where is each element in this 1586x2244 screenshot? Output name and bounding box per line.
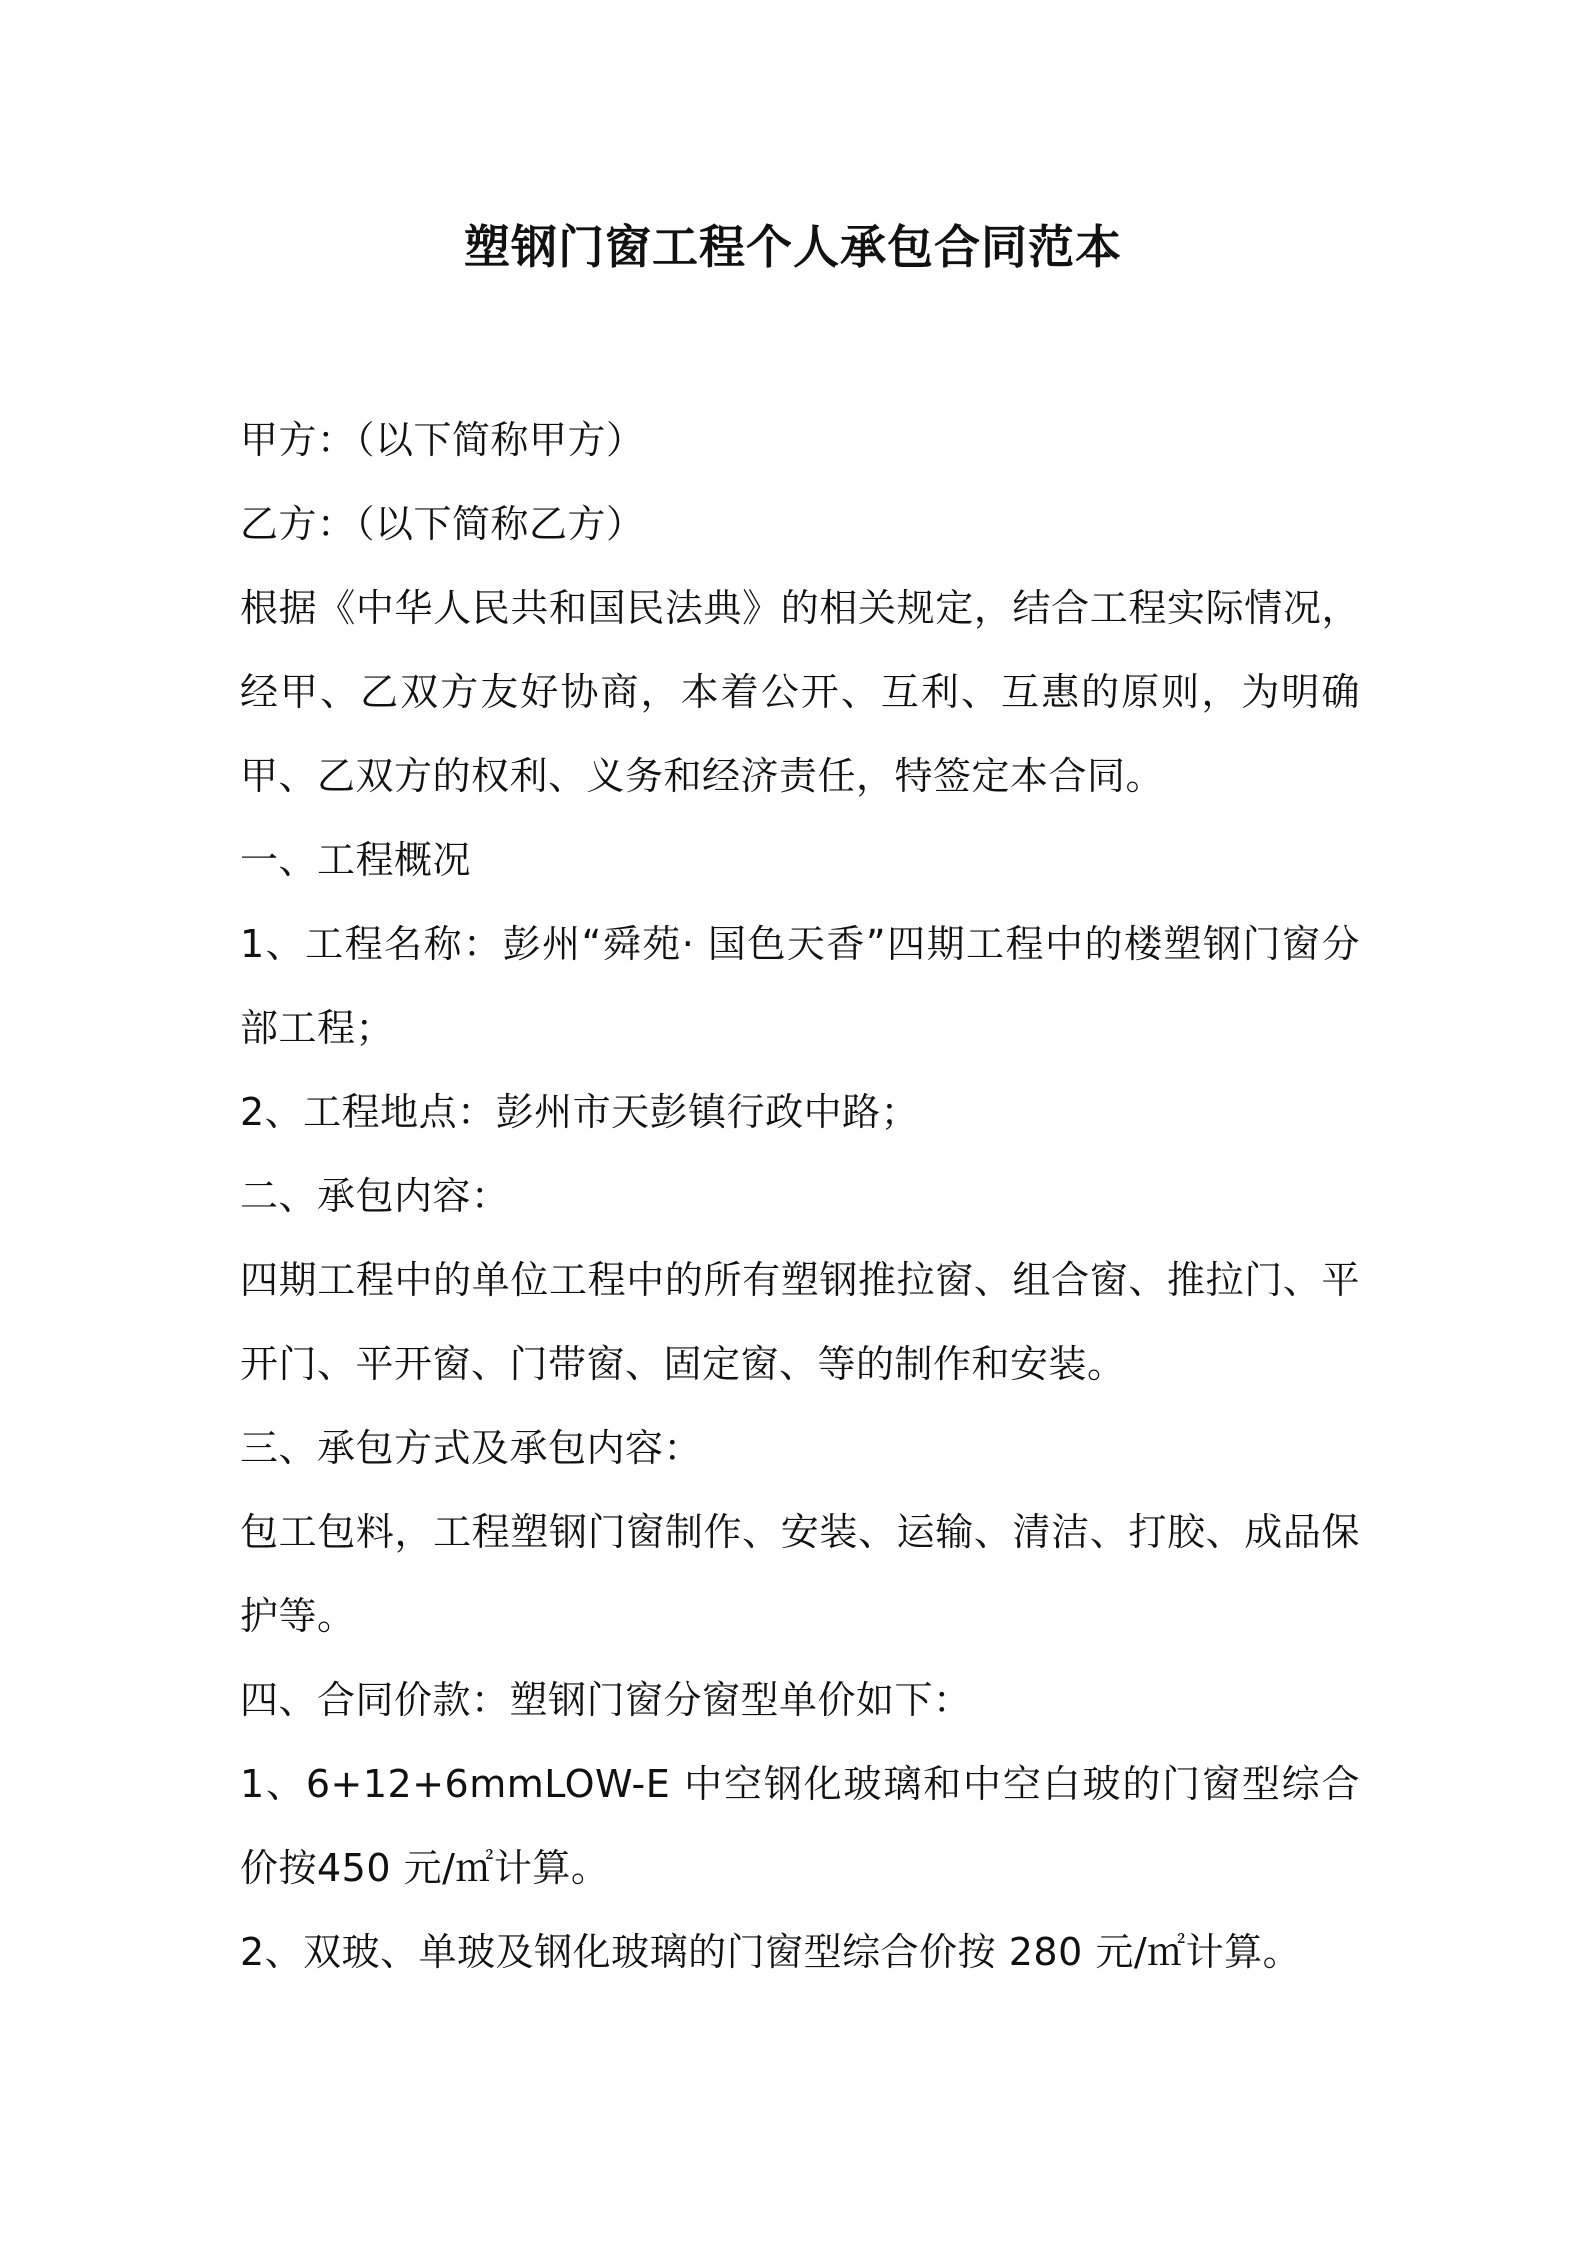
- party-a-line: 甲方：（以下简称甲方）: [240, 418, 645, 462]
- document-body: [240, 398, 1360, 1994]
- section-heading-scope: 二、承包内容：: [240, 1174, 510, 1218]
- price-item-1: 1、6+12+6mmLOW-E 中空钢化玻璃和中空白玻的门窗型综合价按450 元/㎡计算。: [240, 1762, 1360, 1890]
- price-item-2: 2、双玻、单玻及钢化玻璃的门窗型综合价按 280 元/㎡计算。: [240, 1930, 1302, 1974]
- project-location-item: 2、工程地点：彭州市天彭镇行政中路；: [240, 1090, 920, 1134]
- document-title: 塑钢门窗工程个人承包合同范本: [464, 220, 1122, 274]
- section-heading-price: 四、合同价款：塑钢门窗分窗型单价如下：: [240, 1678, 972, 1722]
- section-heading-overview: 一、工程概况: [240, 838, 472, 882]
- party-b-line: 乙方：（以下简称乙方）: [240, 502, 645, 546]
- preamble-paragraph: 根据《中华人民共和国民法典》的相关规定，结合工程实际情况，经甲、乙双方友好协商，本着公开、互利、互惠的原则，为明确甲、乙双方的权利、义务和经济责任，特签定本合同。: [240, 586, 1360, 798]
- method-paragraph: 包工包料，工程塑钢门窗制作、安装、运输、清洁、打胶、成品保护等。: [240, 1510, 1360, 1638]
- section-heading-method: 三、承包方式及承包内容：: [240, 1426, 703, 1470]
- project-name-item: 1、工程名称：彭州“舜苑· 国色天香”四期工程中的楼塑钢门窗分部工程；: [240, 922, 1360, 1050]
- scope-paragraph: 四期工程中的单位工程中的所有塑钢推拉窗、组合窗、推拉门、平开门、平开窗、门带窗、固定窗、等的制作和安装。: [240, 1258, 1360, 1386]
